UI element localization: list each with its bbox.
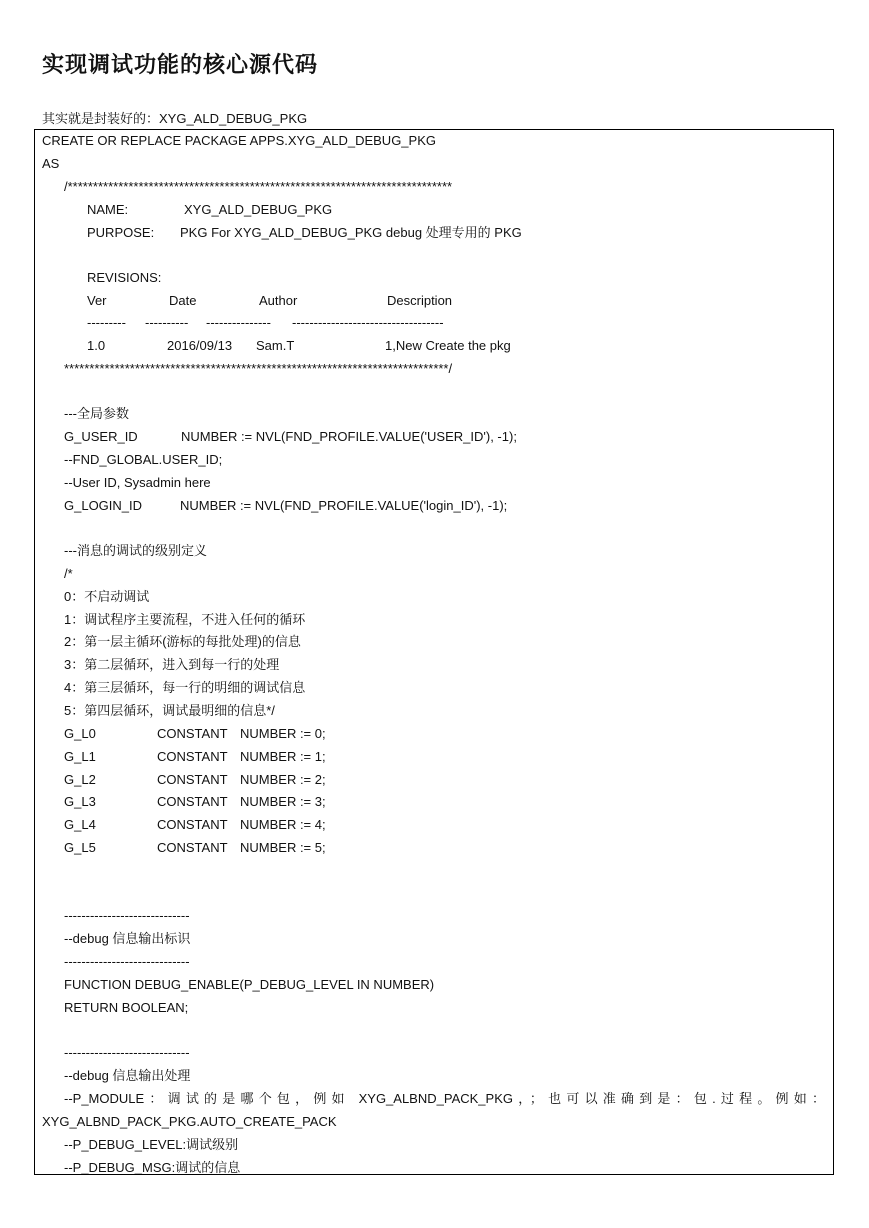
constant-keyword: CONSTANT (157, 726, 228, 741)
constant-name: G_L3 (64, 794, 96, 809)
rev-description: 1,New Create the pkg (385, 338, 511, 353)
code-line-fnd-global: --FND_GLOBAL.USER_ID; (64, 452, 223, 467)
constant-keyword: CONSTANT (157, 794, 228, 809)
code-line-comment-close: ****************************************************************************/ (64, 361, 453, 376)
name-value: XYG_ALD_DEBUG_PKG (184, 202, 333, 217)
code-line-user-id-note: --User ID, Sysadmin here (64, 475, 211, 490)
code-box (34, 129, 834, 1175)
constant-value: NUMBER := 3; (240, 794, 326, 809)
rev-ver: 1.0 (87, 338, 106, 353)
code-line-slash-star: /* (64, 566, 73, 581)
rev-header-description: Description (387, 293, 453, 308)
code-line-level-def: ---消息的调试的级别定义 (64, 543, 207, 558)
page-title: 实现调试功能的核心源代码 (42, 53, 319, 78)
constant-value: NUMBER := 0; (240, 726, 326, 741)
constant-name: G_L5 (64, 840, 96, 855)
rev-dash-date: ---------- (145, 315, 189, 330)
rev-date: 2016/09/13 (167, 338, 233, 353)
rev-header-date: Date (169, 293, 197, 308)
code-line-function: FUNCTION DEBUG_ENABLE(P_DEBUG_LEVEL IN NUMBER) (64, 977, 435, 992)
login-id-key: G_LOGIN_ID (64, 498, 143, 513)
name-key: NAME: (87, 202, 129, 217)
constant-name: G_L1 (64, 749, 96, 764)
level-item: 0：不启动调试 (64, 589, 150, 604)
constant-value: NUMBER := 2; (240, 772, 326, 787)
code-line-debug-flag: --debug 信息输出标识 (64, 931, 191, 946)
constant-name: G_L2 (64, 772, 96, 787)
code-line-p-module-cont: XYG_ALBND_PACK_PKG.AUTO_CREATE_PACK (42, 1114, 337, 1129)
purpose-key: PURPOSE: (87, 225, 155, 240)
constant-keyword: CONSTANT (157, 772, 228, 787)
code-line-revisions: REVISIONS: (87, 270, 162, 285)
purpose-value: PKG For XYG_ALD_DEBUG_PKG debug 处理专用的 PKG (180, 225, 522, 240)
constant-value: NUMBER := 1; (240, 749, 326, 764)
code-line-debug-output: --debug 信息输出处理 (64, 1068, 191, 1083)
user-id-key: G_USER_ID (64, 429, 138, 444)
separator-line: ----------------------------- (64, 954, 190, 969)
intro-text: 其实就是封装好的：XYG_ALD_DEBUG_PKG (42, 111, 308, 126)
separator-line: ----------------------------- (64, 1045, 190, 1060)
rev-dash-author: --------------- (206, 315, 271, 330)
code-line-return: RETURN BOOLEAN; (64, 1000, 189, 1015)
code-line-comment-open: /**************************************************************************** (64, 179, 453, 194)
user-id-value: NUMBER := NVL(FND_PROFILE.VALUE('USER_ID'), -1); (181, 429, 517, 444)
rev-header-author: Author (259, 293, 298, 308)
constant-name: G_L4 (64, 817, 96, 832)
login-id-value: NUMBER := NVL(FND_PROFILE.VALUE('login_ID'), -1); (180, 498, 508, 513)
code-line-global-params: ---全局参数 (64, 406, 129, 421)
code-line-p-module: --P_MODULE：调试的是哪个包，例如 XYG_ALBND_PACK_PKG，；也可以准确到是：包.过程。例如： (64, 1091, 825, 1106)
code-line-p-debug-msg: --P_DEBUG_MSG:调试的信息 (64, 1160, 241, 1175)
code-line-create: CREATE OR REPLACE PACKAGE APPS.XYG_ALD_DEBUG_PKG (42, 133, 436, 148)
separator-line: ----------------------------- (64, 908, 190, 923)
level-item: 2：第一层主循环(游标的每批处理)的信息 (64, 634, 301, 649)
rev-dash-ver: --------- (87, 315, 126, 330)
constant-name: G_L0 (64, 726, 96, 741)
rev-author: Sam.T (256, 338, 295, 353)
constant-keyword: CONSTANT (157, 749, 228, 764)
level-item: 4：第三层循环，每一行的明细的调试信息 (64, 680, 306, 695)
rev-dash-description: ----------------------------------- (292, 315, 444, 330)
level-item: 1：调试程序主要流程，不进入任何的循环 (64, 612, 306, 627)
constant-value: NUMBER := 4; (240, 817, 326, 832)
constant-keyword: CONSTANT (157, 840, 228, 855)
level-item: 5：第四层循环，调试最明细的信息*/ (64, 703, 275, 718)
code-line-p-debug-level: --P_DEBUG_LEVEL:调试级别 (64, 1137, 239, 1152)
constant-value: NUMBER := 5; (240, 840, 326, 855)
level-item: 3：第二层循环，进入到每一行的处理 (64, 657, 280, 672)
code-line-as: AS (42, 156, 60, 171)
constant-keyword: CONSTANT (157, 817, 228, 832)
rev-header-ver: Ver (87, 293, 107, 308)
